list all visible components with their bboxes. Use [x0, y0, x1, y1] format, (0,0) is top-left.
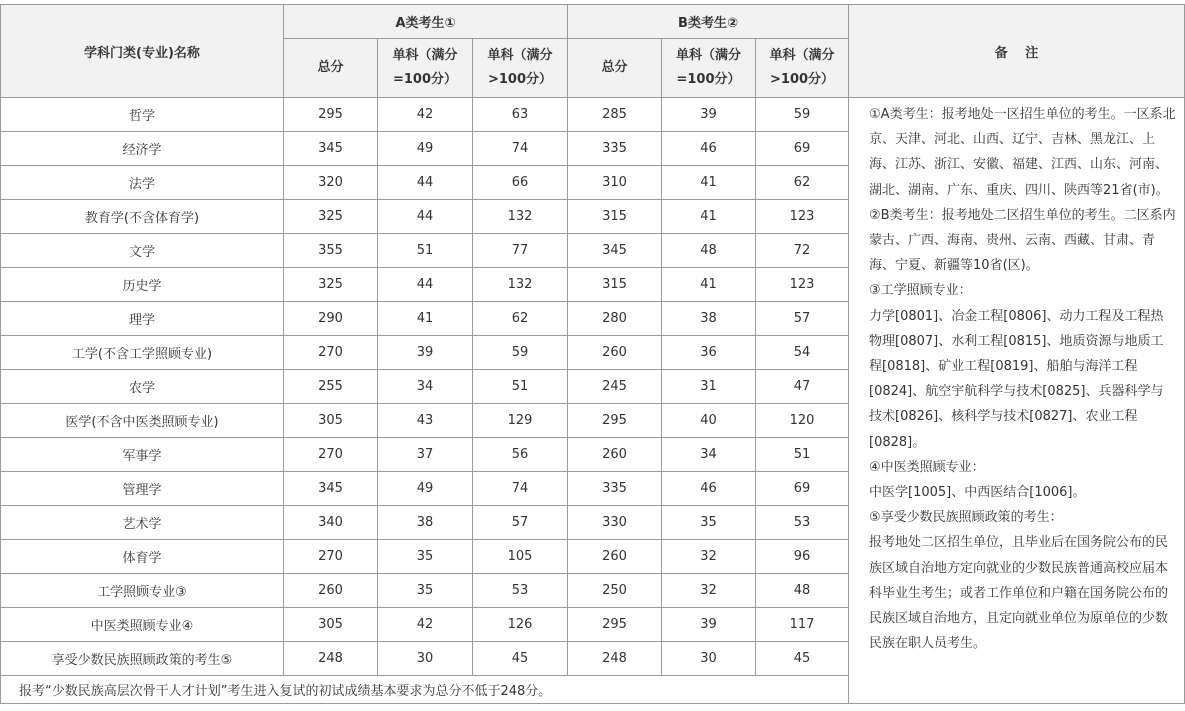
cell-a-single-100: 44: [378, 166, 473, 200]
cell-b-single-gt100: 69: [756, 472, 849, 506]
note-paragraph: 报考地处二区招生单位，且毕业后在国务院公布的民族区域自治地方定向就业的少数民族普通高校应届本科毕业生考生；或者工作单位和户籍在国务院公布的民族区域自治地方，且定向就业单位为原单位的少数民族在职人员考生。: [869, 535, 1169, 652]
cell-b-total: 345: [568, 234, 662, 268]
cell-subject: 中医类照顾专业④: [1, 608, 284, 642]
cell-a-single-100: 42: [378, 98, 473, 132]
cell-a-single-gt100: 74: [473, 472, 568, 506]
cell-a-total: 290: [284, 302, 378, 336]
cell-b-single-100: 32: [662, 574, 756, 608]
header-a-single-100: 单科（满分=100分）: [378, 39, 473, 98]
cell-b-single-gt100: 51: [756, 438, 849, 472]
note-paragraph: ③工学照顾专业：: [869, 283, 972, 299]
cell-b-single-100: 30: [662, 642, 756, 676]
cell-a-single-gt100: 66: [473, 166, 568, 200]
cell-a-total: 305: [284, 404, 378, 438]
cell-b-total: 245: [568, 370, 662, 404]
cell-a-single-100: 35: [378, 574, 473, 608]
cell-subject: 艺术学: [1, 506, 284, 540]
cell-b-total: 285: [568, 98, 662, 132]
cell-b-total: 335: [568, 132, 662, 166]
cell-a-single-100: 41: [378, 302, 473, 336]
cell-a-single-100: 30: [378, 642, 473, 676]
cell-a-single-gt100: 132: [473, 200, 568, 234]
cell-a-single-100: 49: [378, 472, 473, 506]
header-b-single-gt100: 单科（满分>100分）: [756, 39, 849, 98]
cell-a-single-gt100: 63: [473, 98, 568, 132]
cell-b-total: 315: [568, 200, 662, 234]
header-group-b: B类考生②: [568, 5, 849, 39]
cell-subject: 体育学: [1, 540, 284, 574]
cell-b-single-gt100: 69: [756, 132, 849, 166]
note-paragraph: 力学[0801]、冶金工程[0806]、动力工程及工程热物理[0807]、水利工程[0815]、地质资源与地质工程[0818]、矿业工程[0819]、船舶与海洋工程[0824]、航空宇航科学与技术[0825]、兵器科学与技术[0826]、核科学与技术[0827]、农业工程[0828]。: [869, 308, 1164, 450]
cell-a-single-gt100: 126: [473, 608, 568, 642]
cell-b-single-gt100: 123: [756, 268, 849, 302]
cell-b-single-gt100: 120: [756, 404, 849, 438]
header-subject: 学科门类(专业)名称: [1, 5, 284, 98]
header-a-total: 总分: [284, 39, 378, 98]
footer-note: 报考“少数民族高层次骨干人才计划”考生进入复试的初试成绩基本要求为总分不低于248分。: [1, 676, 849, 704]
cell-b-single-gt100: 53: [756, 506, 849, 540]
cell-b-total: 295: [568, 404, 662, 438]
cell-a-single-gt100: 129: [473, 404, 568, 438]
score-table: [0, 4, 1185, 704]
cell-a-total: 270: [284, 438, 378, 472]
cell-a-single-100: 35: [378, 540, 473, 574]
cell-a-total: 355: [284, 234, 378, 268]
header-remark: 备 注: [849, 5, 1185, 98]
cell-a-total: 270: [284, 336, 378, 370]
cell-a-single-100: 38: [378, 506, 473, 540]
cell-a-single-gt100: 105: [473, 540, 568, 574]
cell-b-total: 260: [568, 438, 662, 472]
cell-a-total: 270: [284, 540, 378, 574]
cell-subject: 经济学: [1, 132, 284, 166]
cell-b-single-100: 39: [662, 608, 756, 642]
cell-a-single-gt100: 62: [473, 302, 568, 336]
cell-subject: 理学: [1, 302, 284, 336]
cell-b-single-100: 39: [662, 98, 756, 132]
cell-a-single-gt100: 56: [473, 438, 568, 472]
cell-b-single-100: 32: [662, 540, 756, 574]
cell-b-single-100: 36: [662, 336, 756, 370]
header-b-total: 总分: [568, 39, 662, 98]
cell-a-total: 345: [284, 132, 378, 166]
cell-b-total: 260: [568, 336, 662, 370]
cell-b-total: 248: [568, 642, 662, 676]
cell-subject: 教育学(不含体育学): [1, 200, 284, 234]
cell-b-single-100: 46: [662, 132, 756, 166]
cell-a-single-100: 43: [378, 404, 473, 438]
cell-subject: 管理学: [1, 472, 284, 506]
cell-a-single-100: 49: [378, 132, 473, 166]
cell-b-single-100: 31: [662, 370, 756, 404]
header-a-single-gt100: 单科（满分>100分）: [473, 39, 568, 98]
cell-b-single-gt100: 57: [756, 302, 849, 336]
cell-subject: 工学(不含工学照顾专业): [1, 336, 284, 370]
cell-a-single-100: 51: [378, 234, 473, 268]
cell-a-total: 248: [284, 642, 378, 676]
cell-b-single-gt100: 45: [756, 642, 849, 676]
cell-a-single-100: 34: [378, 370, 473, 404]
cell-a-total: 345: [284, 472, 378, 506]
cell-b-single-gt100: 48: [756, 574, 849, 608]
cell-subject: 工学照顾专业③: [1, 574, 284, 608]
cell-a-single-100: 44: [378, 268, 473, 302]
cell-a-single-gt100: 132: [473, 268, 568, 302]
table-row: [1, 98, 1185, 132]
cell-a-single-100: 44: [378, 200, 473, 234]
cell-b-total: 315: [568, 268, 662, 302]
cell-b-total: 310: [568, 166, 662, 200]
cell-a-total: 320: [284, 166, 378, 200]
cell-a-total: 340: [284, 506, 378, 540]
cell-b-total: 335: [568, 472, 662, 506]
cell-subject: 享受少数民族照顾政策的考生⑤: [1, 642, 284, 676]
cell-b-single-100: 40: [662, 404, 756, 438]
cell-a-single-100: 42: [378, 608, 473, 642]
cell-a-total: 295: [284, 98, 378, 132]
cell-b-single-100: 34: [662, 438, 756, 472]
cell-a-total: 255: [284, 370, 378, 404]
header-b-single-100: 单科（满分=100分）: [662, 39, 756, 98]
cell-b-total: 280: [568, 302, 662, 336]
note-paragraph: ④中医类照顾专业：: [869, 459, 985, 475]
remark-notes: [849, 98, 1185, 704]
cell-a-total: 325: [284, 200, 378, 234]
cell-b-single-gt100: 117: [756, 608, 849, 642]
cell-a-single-100: 39: [378, 336, 473, 370]
note-paragraph: ⑤享受少数民族照顾政策的考生：: [869, 510, 1063, 526]
cell-subject: 哲学: [1, 98, 284, 132]
cell-a-total: 305: [284, 608, 378, 642]
cell-b-single-100: 48: [662, 234, 756, 268]
cell-b-single-gt100: 47: [756, 370, 849, 404]
cell-b-single-100: 41: [662, 166, 756, 200]
cell-b-single-gt100: 72: [756, 234, 849, 268]
cell-b-single-gt100: 62: [756, 166, 849, 200]
cell-a-total: 260: [284, 574, 378, 608]
cell-subject: 历史学: [1, 268, 284, 302]
cell-a-single-gt100: 59: [473, 336, 568, 370]
cell-subject: 法学: [1, 166, 284, 200]
note-paragraph: 中医学[1005]、中西医结合[1006]。: [869, 485, 1086, 501]
cell-subject: 文学: [1, 234, 284, 268]
cell-b-single-100: 46: [662, 472, 756, 506]
note-paragraph: ①A类考生：报考地处一区招生单位的考生。一区系北京、天津、河北、山西、辽宁、吉林、黑龙江、上海、江苏、浙江、安徽、福建、江西、山东、河南、湖北、湖南、广东、重庆、四川、陕西等21省(市)。: [869, 107, 1176, 198]
cell-a-single-gt100: 51: [473, 370, 568, 404]
cell-b-total: 250: [568, 574, 662, 608]
cell-b-single-100: 41: [662, 268, 756, 302]
cell-b-single-100: 35: [662, 506, 756, 540]
cell-b-single-gt100: 96: [756, 540, 849, 574]
cell-b-total: 330: [568, 506, 662, 540]
cell-subject: 医学(不含中医类照顾专业): [1, 404, 284, 438]
cell-b-single-gt100: 59: [756, 98, 849, 132]
cell-b-single-100: 38: [662, 302, 756, 336]
cell-b-total: 260: [568, 540, 662, 574]
cell-b-single-gt100: 54: [756, 336, 849, 370]
cell-a-single-gt100: 77: [473, 234, 568, 268]
cell-a-single-gt100: 45: [473, 642, 568, 676]
cell-a-single-gt100: 74: [473, 132, 568, 166]
cell-a-single-gt100: 53: [473, 574, 568, 608]
cell-a-single-100: 37: [378, 438, 473, 472]
cell-a-single-gt100: 57: [473, 506, 568, 540]
cell-subject: 军事学: [1, 438, 284, 472]
header-group-a: A类考生①: [284, 5, 568, 39]
cell-b-single-100: 41: [662, 200, 756, 234]
cell-subject: 农学: [1, 370, 284, 404]
cell-b-single-gt100: 123: [756, 200, 849, 234]
cell-a-total: 325: [284, 268, 378, 302]
note-paragraph: ②B类考生：报考地处二区招生单位的考生。二区系内蒙古、广西、海南、贵州、云南、西藏、甘肃、青海、宁夏、新疆等10省(区)。: [869, 207, 1176, 274]
cell-b-total: 295: [568, 608, 662, 642]
